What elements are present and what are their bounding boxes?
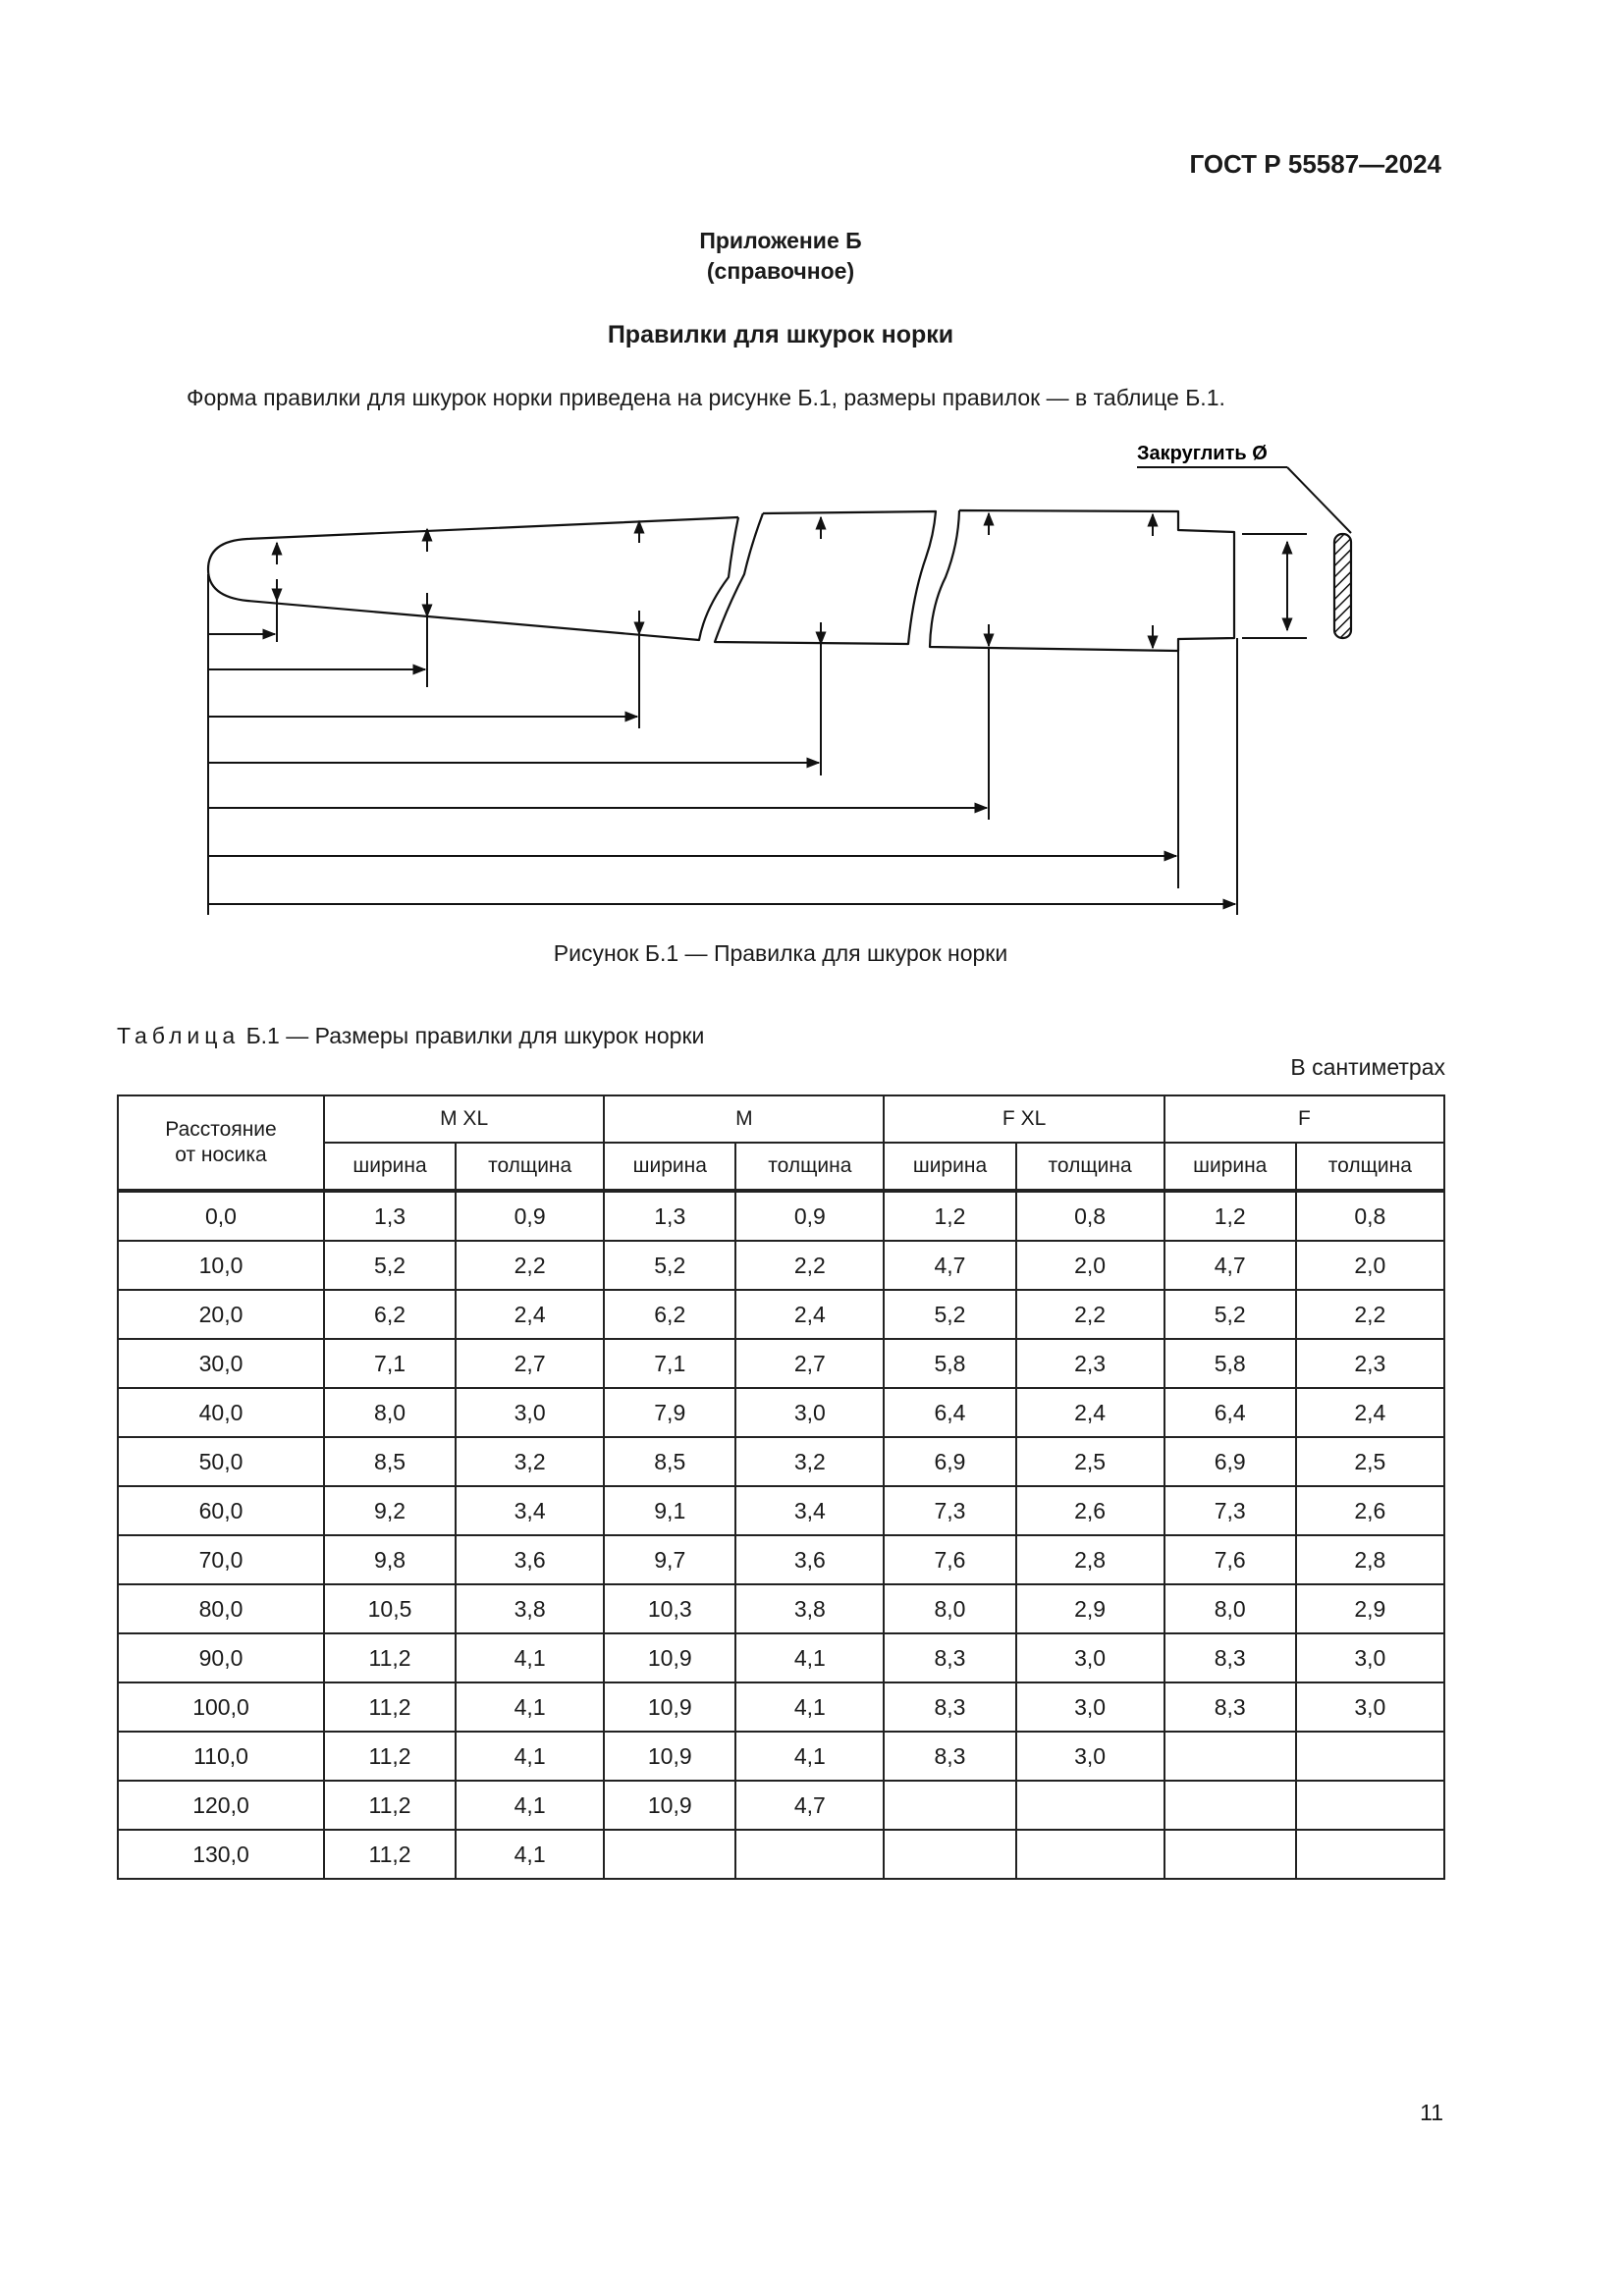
table-row [118, 1535, 1444, 1584]
table-row [118, 1339, 1444, 1388]
table-row [118, 1241, 1444, 1290]
group-header: F XL [884, 1095, 1164, 1143]
value-cell: 11,2 [324, 1781, 456, 1830]
value-cell: 4,1 [735, 1732, 884, 1781]
value-cell: 6,2 [604, 1290, 735, 1339]
value-cell [884, 1830, 1015, 1879]
value-cell: 3,4 [456, 1486, 604, 1535]
value-cell: 2,8 [1016, 1535, 1164, 1584]
value-cell: 8,3 [1164, 1633, 1296, 1682]
value-cell: 3,0 [1296, 1682, 1444, 1732]
value-cell: 4,7 [1164, 1241, 1296, 1290]
value-cell: 5,2 [604, 1241, 735, 1290]
distance-cell: 30,0 [118, 1339, 324, 1388]
value-cell: 9,1 [604, 1486, 735, 1535]
value-cell: 8,3 [884, 1633, 1015, 1682]
value-cell: 4,1 [456, 1682, 604, 1732]
value-cell: 2,5 [1296, 1437, 1444, 1486]
value-cell: 11,2 [324, 1682, 456, 1732]
value-cell: 5,2 [1164, 1290, 1296, 1339]
value-cell: 3,4 [735, 1486, 884, 1535]
table-row [118, 1633, 1444, 1682]
value-cell [1016, 1830, 1164, 1879]
table-row [118, 1732, 1444, 1781]
value-cell: 2,7 [735, 1339, 884, 1388]
distance-cell: 40,0 [118, 1388, 324, 1437]
value-cell: 5,2 [884, 1290, 1015, 1339]
value-cell [1164, 1732, 1296, 1781]
table-row [118, 1290, 1444, 1339]
distance-cell: 130,0 [118, 1830, 324, 1879]
value-cell: 3,2 [735, 1437, 884, 1486]
table-row [118, 1830, 1444, 1879]
value-cell: 5,8 [884, 1339, 1015, 1388]
value-cell [604, 1830, 735, 1879]
value-cell: 7,3 [884, 1486, 1015, 1535]
value-cell: 10,9 [604, 1682, 735, 1732]
value-cell: 7,9 [604, 1388, 735, 1437]
value-cell: 1,2 [884, 1191, 1015, 1241]
value-cell: 8,3 [884, 1682, 1015, 1732]
units-note: В сантиметрах [1290, 1054, 1445, 1080]
value-cell: 3,0 [1016, 1633, 1164, 1682]
value-cell: 3,0 [735, 1388, 884, 1437]
value-cell: 6,2 [324, 1290, 456, 1339]
group-header: M [604, 1095, 884, 1143]
value-cell: 7,6 [884, 1535, 1015, 1584]
value-cell: 10,9 [604, 1781, 735, 1830]
value-cell: 8,3 [1164, 1682, 1296, 1732]
value-cell: 2,9 [1296, 1584, 1444, 1633]
stretcher-tail-section [930, 510, 1234, 651]
appendix-heading: Правилки для шкурок норки [607, 321, 954, 348]
value-cell: 2,8 [1296, 1535, 1444, 1584]
value-cell [735, 1830, 884, 1879]
table-row [118, 1437, 1444, 1486]
table-row [118, 1388, 1444, 1437]
value-cell: 4,1 [456, 1830, 604, 1879]
subheader-cell: толщина [1016, 1143, 1164, 1191]
value-cell: 2,3 [1296, 1339, 1444, 1388]
value-cell: 10,5 [324, 1584, 456, 1633]
value-cell: 11,2 [324, 1633, 456, 1682]
intro-paragraph: Форма правилки для шкурок норки приведена на рисунке Б.1, размеры правилок — в таблице Б.1. [187, 385, 1225, 410]
value-cell: 4,1 [456, 1781, 604, 1830]
value-cell: 2,4 [735, 1290, 884, 1339]
value-cell: 8,5 [604, 1437, 735, 1486]
distance-cell: 10,0 [118, 1241, 324, 1290]
value-cell: 2,7 [456, 1339, 604, 1388]
distance-cell: 20,0 [118, 1290, 324, 1339]
value-cell: 6,4 [1164, 1388, 1296, 1437]
value-cell: 2,4 [1296, 1388, 1444, 1437]
value-cell: 8,5 [324, 1437, 456, 1486]
subheader-cell: ширина [884, 1143, 1015, 1191]
distance-header: Расстояние от носика [118, 1095, 324, 1191]
value-cell: 6,9 [1164, 1437, 1296, 1486]
value-cell: 0,9 [735, 1191, 884, 1241]
document-code: ГОСТ Р 55587—2024 [1189, 149, 1441, 179]
value-cell [1164, 1781, 1296, 1830]
table-row [118, 1781, 1444, 1830]
value-cell: 7,1 [604, 1339, 735, 1388]
value-cell: 3,6 [735, 1535, 884, 1584]
value-cell [1296, 1830, 1444, 1879]
group-header: F [1164, 1095, 1444, 1143]
stretcher-middle-section [715, 511, 936, 644]
appendix-title: Приложение Б [699, 228, 862, 253]
value-cell: 2,0 [1016, 1241, 1164, 1290]
value-cell: 0,8 [1016, 1191, 1164, 1241]
value-cell: 4,1 [456, 1633, 604, 1682]
distance-cell: 60,0 [118, 1486, 324, 1535]
value-cell: 7,1 [324, 1339, 456, 1388]
value-cell: 9,7 [604, 1535, 735, 1584]
subheader-cell: толщина [456, 1143, 604, 1191]
value-cell: 6,9 [884, 1437, 1015, 1486]
distance-cell: 90,0 [118, 1633, 324, 1682]
value-cell: 1,2 [1164, 1191, 1296, 1241]
value-cell: 4,7 [884, 1241, 1015, 1290]
value-cell: 10,3 [604, 1584, 735, 1633]
value-cell: 0,9 [456, 1191, 604, 1241]
value-cell: 3,0 [1296, 1633, 1444, 1682]
value-cell: 10,9 [604, 1732, 735, 1781]
subheader-cell: толщина [1296, 1143, 1444, 1191]
value-cell: 3,0 [1016, 1732, 1164, 1781]
subheader-cell: ширина [1164, 1143, 1296, 1191]
value-cell: 2,6 [1016, 1486, 1164, 1535]
distance-cell: 70,0 [118, 1535, 324, 1584]
value-cell: 2,4 [456, 1290, 604, 1339]
distance-cell: 50,0 [118, 1437, 324, 1486]
page-number: 11 [1420, 2100, 1443, 2125]
value-cell [884, 1781, 1015, 1830]
value-cell: 2,5 [1016, 1437, 1164, 1486]
value-cell: 9,8 [324, 1535, 456, 1584]
value-cell: 8,0 [324, 1388, 456, 1437]
distance-cell: 0,0 [118, 1191, 324, 1241]
value-cell: 1,3 [604, 1191, 735, 1241]
stretcher-tip-section [208, 517, 738, 640]
value-cell: 3,6 [456, 1535, 604, 1584]
distance-cell: 100,0 [118, 1682, 324, 1732]
value-cell: 9,2 [324, 1486, 456, 1535]
value-cell: 3,8 [735, 1584, 884, 1633]
group-header: M XL [324, 1095, 604, 1143]
value-cell: 2,0 [1296, 1241, 1444, 1290]
value-cell: 4,1 [735, 1682, 884, 1732]
figure-caption: Рисунок Б.1 — Правилка для шкурок норки [553, 940, 1008, 966]
subheader-cell: толщина [735, 1143, 884, 1191]
value-cell: 8,0 [1164, 1584, 1296, 1633]
value-cell [1296, 1732, 1444, 1781]
value-cell [1296, 1781, 1444, 1830]
value-cell: 6,4 [884, 1388, 1015, 1437]
value-cell: 10,9 [604, 1633, 735, 1682]
value-cell: 7,6 [1164, 1535, 1296, 1584]
appendix-kind: (справочное) [706, 258, 855, 284]
value-cell: 3,8 [456, 1584, 604, 1633]
value-cell: 2,4 [1016, 1388, 1164, 1437]
value-cell: 3,2 [456, 1437, 604, 1486]
value-cell: 5,2 [324, 1241, 456, 1290]
value-cell: 3,0 [1016, 1682, 1164, 1732]
subheader-cell: ширина [604, 1143, 735, 1191]
value-cell [1164, 1830, 1296, 1879]
table-caption [117, 1023, 704, 1049]
value-cell: 4,1 [456, 1732, 604, 1781]
value-cell: 4,7 [735, 1781, 884, 1830]
stretcher-drawing [191, 437, 1399, 928]
table-row [118, 1486, 1444, 1535]
value-cell: 11,2 [324, 1830, 456, 1879]
value-cell: 8,3 [884, 1732, 1015, 1781]
value-cell: 2,2 [735, 1241, 884, 1290]
value-cell: 0,8 [1296, 1191, 1444, 1241]
table-row [118, 1584, 1444, 1633]
value-cell: 2,6 [1296, 1486, 1444, 1535]
value-cell: 7,3 [1164, 1486, 1296, 1535]
value-cell: 1,3 [324, 1191, 456, 1241]
value-cell: 5,8 [1164, 1339, 1296, 1388]
table-row [118, 1191, 1444, 1241]
value-cell: 2,9 [1016, 1584, 1164, 1633]
value-cell [1016, 1781, 1164, 1830]
end-section-hatched [1334, 534, 1351, 638]
value-cell: 2,2 [1296, 1290, 1444, 1339]
dimensions-table [117, 1095, 1445, 1880]
value-cell: 3,0 [456, 1388, 604, 1437]
distance-cell: 120,0 [118, 1781, 324, 1830]
table-row [118, 1682, 1444, 1732]
value-cell: 8,0 [884, 1584, 1015, 1633]
value-cell: 2,2 [1016, 1290, 1164, 1339]
distance-cell: 80,0 [118, 1584, 324, 1633]
round-off-label: Закруглить Ø [1137, 443, 1268, 464]
value-cell: 2,3 [1016, 1339, 1164, 1388]
subheader-cell: ширина [324, 1143, 456, 1191]
value-cell: 4,1 [735, 1633, 884, 1682]
distance-cell: 110,0 [118, 1732, 324, 1781]
table-caption-prefix: Таблица [117, 1023, 241, 1048]
value-cell: 2,2 [456, 1241, 604, 1290]
value-cell: 11,2 [324, 1732, 456, 1781]
table-caption-text: Б.1 — Размеры правилки для шкурок норки [240, 1023, 705, 1048]
